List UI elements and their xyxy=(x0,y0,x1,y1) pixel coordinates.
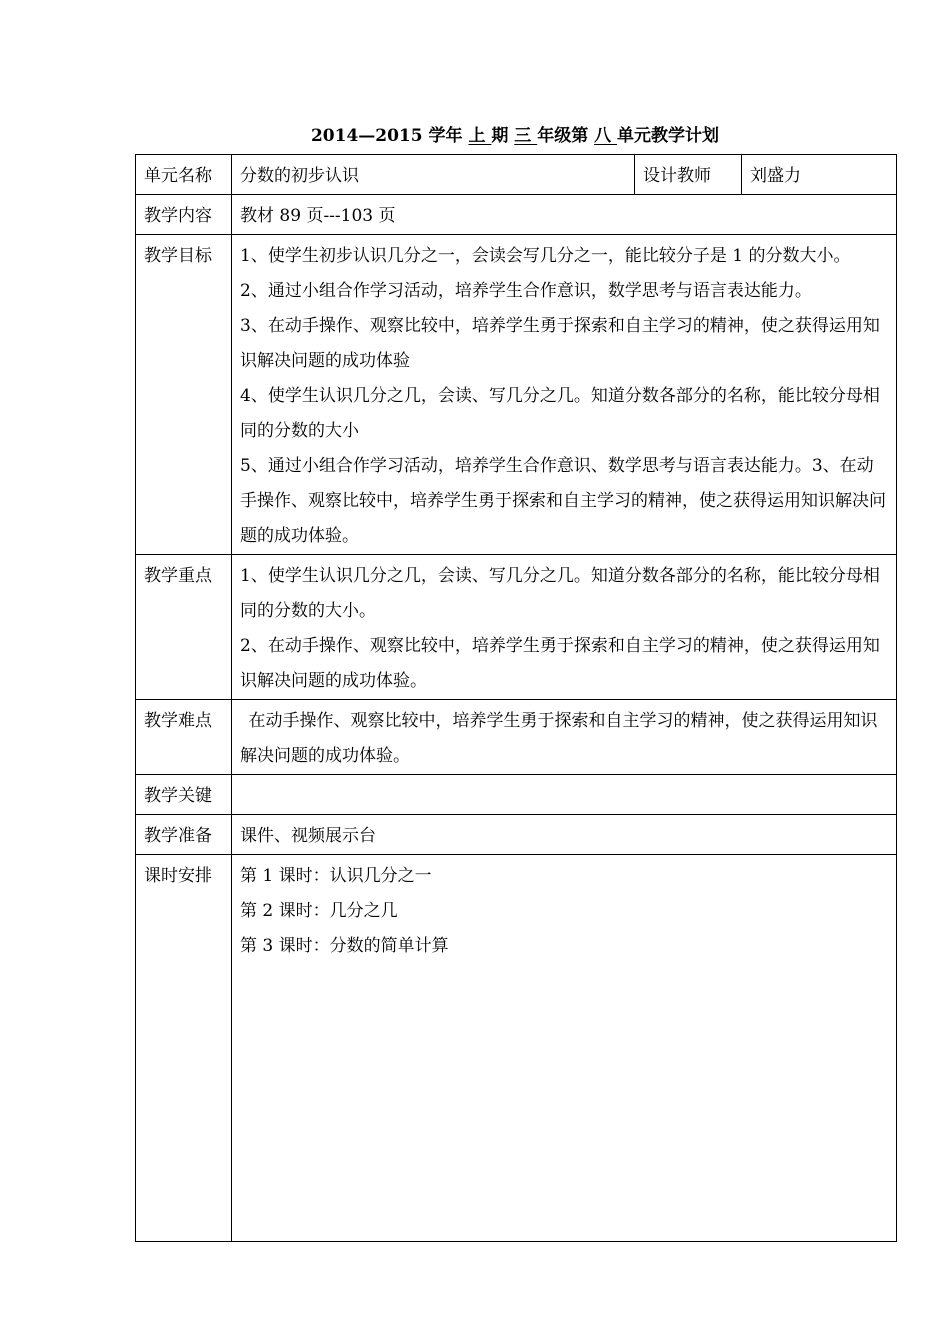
preparation-value: 课件、视频展示台 xyxy=(232,815,897,855)
title-suffix: 单元教学计划 xyxy=(617,126,720,146)
row-difficulties xyxy=(136,700,897,775)
goals-content xyxy=(232,235,897,555)
row-preparation xyxy=(136,815,897,855)
content-label: 教学内容 xyxy=(136,195,232,235)
key-points-label: 教学重点 xyxy=(136,555,232,700)
title-unit: 八 xyxy=(594,126,618,146)
difficulties-content xyxy=(232,700,897,775)
goal-item: 4、使学生认识几分之几，会读、写几分之几。知道分数各部分的名称，能比较分母相同的分数的大小 xyxy=(240,386,880,441)
row-key xyxy=(136,775,897,815)
difficulties-text: 在动手操作、观察比较中，培养学生勇于探索和自主学习的精神，使之获得运用知识解决问题的成功体验。 xyxy=(240,711,878,766)
content-value: 教材 89 页---103 页 xyxy=(232,195,897,235)
row-key-points xyxy=(136,555,897,700)
teacher-label: 设计教师 xyxy=(635,155,742,195)
key-points-content xyxy=(232,555,897,700)
key-point-item: 2、在动手操作、观察比较中，培养学生勇于探索和自主学习的精神，使之获得运用知识解决问题的成功体验。 xyxy=(240,636,880,691)
title-grade-label: 年级第 xyxy=(537,126,589,146)
row-goals xyxy=(136,235,897,555)
unit-name-value: 分数的初步认识 xyxy=(232,155,635,195)
unit-plan-table xyxy=(135,154,897,1242)
schedule-item: 第 3 课时：分数的简单计算 xyxy=(240,936,449,956)
difficulties-label: 教学难点 xyxy=(136,700,232,775)
schedule-label: 课时安排 xyxy=(136,855,232,1242)
goals-label: 教学目标 xyxy=(136,235,232,555)
goal-item: 3、在动手操作、观察比较中，培养学生勇于探索和自主学习的精神，使之获得运用知识解决问题的成功体验 xyxy=(240,316,880,371)
row-content xyxy=(136,195,897,235)
goal-item: 1、使学生初步认识几分之一，会读会写几分之一，能比较分子是 1 的分数大小。 xyxy=(240,246,851,266)
title-period-label: 期 xyxy=(491,126,509,146)
unit-name-label: 单元名称 xyxy=(136,155,232,195)
title-grade: 三 xyxy=(514,126,538,146)
preparation-label: 教学准备 xyxy=(136,815,232,855)
title-term: 上 xyxy=(468,126,492,146)
goal-item: 5、通过小组合作学习活动，培养学生合作意识、数学思考与语言表达能力。3、在动手操作、观察比较中，培养学生勇于探索和自主学习的精神，使之获得运用知识解决问题的成功体验。 xyxy=(240,456,886,546)
schedule-item: 第 2 课时：几分之几 xyxy=(240,901,398,921)
title-prefix: 2014—2015 学年 xyxy=(310,126,463,146)
key-label: 教学关键 xyxy=(136,775,232,815)
row-schedule xyxy=(136,855,897,1242)
goal-item: 2、通过小组合作学习活动，培养学生合作意识，数学思考与语言表达能力。 xyxy=(240,281,812,301)
schedule-item: 第 1 课时：认识几分之一 xyxy=(240,866,432,886)
row-unit-name xyxy=(136,155,897,195)
key-value xyxy=(232,775,897,815)
key-point-item: 1、使学生认识几分之几，会读、写几分之几。知道分数各部分的名称，能比较分母相同的分数的大小。 xyxy=(240,566,880,621)
page-title xyxy=(135,122,895,150)
schedule-content xyxy=(232,855,897,1242)
teacher-name: 刘盛力 xyxy=(742,155,897,195)
